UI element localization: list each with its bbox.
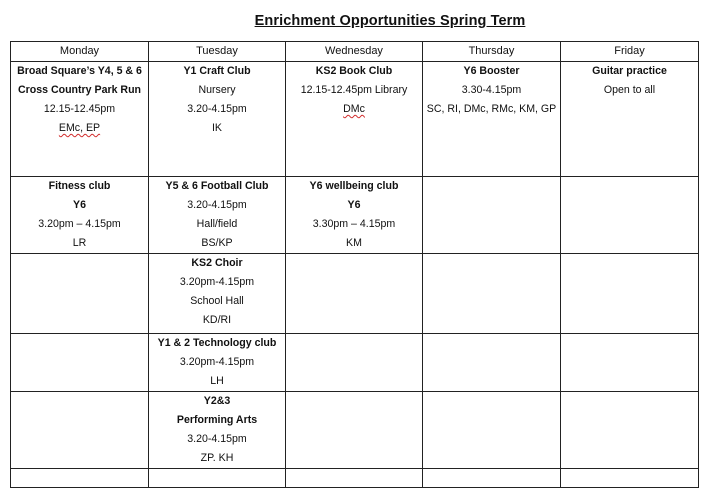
activity-title: Fitness club xyxy=(48,180,111,192)
cell-monday-cross-country xyxy=(11,62,149,177)
cell-tuesday-performing-arts xyxy=(149,392,286,469)
table-row xyxy=(11,254,699,334)
cell-wednesday-empty xyxy=(286,334,423,392)
cell-friday-empty xyxy=(561,254,699,334)
activity-time: 3.20-4.15pm xyxy=(187,103,247,115)
cell-friday-guitar xyxy=(561,62,699,177)
column-header-thursday: Thursday xyxy=(423,42,561,62)
activity-staff: KM xyxy=(346,237,362,249)
activity-staff xyxy=(286,100,422,119)
activity-time: 3.20-4.15pm xyxy=(187,199,247,211)
activity-time: 3.30-4.15pm xyxy=(461,84,522,96)
activity-group: Nursery xyxy=(198,84,236,96)
activity-title: Y6 Booster xyxy=(463,65,520,77)
activity-time: 3.20pm – 4.15pm xyxy=(38,218,121,230)
cell-monday-fitness-club xyxy=(11,177,149,254)
cell-thursday-empty xyxy=(423,469,561,488)
activity-time: 3.20pm-4.15pm xyxy=(179,276,255,288)
activity-title: Cross Country Park Run xyxy=(17,84,142,96)
cell-monday-empty xyxy=(11,334,149,392)
cell-wednesday-empty xyxy=(286,254,423,334)
cell-wednesday-book-club xyxy=(286,62,423,177)
header-row xyxy=(11,42,699,62)
cell-thursday-empty xyxy=(423,392,561,469)
cell-monday-empty xyxy=(11,469,149,488)
cell-friday-empty xyxy=(561,334,699,392)
activity-title: Y5 & 6 Football Club xyxy=(165,180,269,192)
activity-location: Hall/field xyxy=(196,218,238,230)
cell-thursday-empty xyxy=(423,254,561,334)
cell-wednesday-empty xyxy=(286,392,423,469)
column-header-tuesday: Tuesday xyxy=(149,42,286,62)
activity-time-location: 12.15-12.45pm Library xyxy=(300,84,408,96)
activity-title: Y6 wellbeing club xyxy=(309,180,399,192)
activity-title: Y1 Craft Club xyxy=(183,65,251,77)
activity-time: 3.20pm-4.15pm xyxy=(179,356,255,368)
cell-friday-empty xyxy=(561,177,699,254)
cell-wednesday-wellbeing-club xyxy=(286,177,423,254)
activity-title: KS2 Choir xyxy=(191,257,243,269)
activity-location: School Hall xyxy=(190,295,244,307)
activity-staff: SC, RI, DMc, RMc, KM, GP xyxy=(426,103,557,115)
activity-staff-text: EMc, EP xyxy=(58,122,101,134)
table-row xyxy=(11,62,699,177)
activity-staff: BS/KP xyxy=(201,237,233,249)
table-row xyxy=(11,469,699,488)
cell-monday-empty xyxy=(11,254,149,334)
enrichment-timetable xyxy=(10,41,699,488)
activity-detail: Open to all xyxy=(603,84,656,96)
column-header-friday: Friday xyxy=(561,42,699,62)
cell-tuesday-craft-club xyxy=(149,62,286,177)
column-header-wednesday: Wednesday xyxy=(286,42,423,62)
cell-tuesday-empty xyxy=(149,469,286,488)
cell-tuesday-choir xyxy=(149,254,286,334)
cell-wednesday-empty xyxy=(286,469,423,488)
activity-staff: LR xyxy=(72,237,87,249)
table-row xyxy=(11,334,699,392)
activity-time: 3.20-4.15pm xyxy=(187,433,247,445)
column-header-monday: Monday xyxy=(11,42,149,62)
cell-tuesday-technology-club xyxy=(149,334,286,392)
activity-title: Y1 & 2 Technology club xyxy=(157,337,277,349)
activity-staff-text: DMc xyxy=(343,103,365,115)
cell-thursday-empty xyxy=(423,334,561,392)
table-row xyxy=(11,177,699,254)
document-title: Enrichment Opportunities Spring Term xyxy=(254,13,526,29)
activity-staff: IK xyxy=(211,122,222,134)
cell-thursday-booster xyxy=(423,62,561,177)
cell-friday-empty xyxy=(561,392,699,469)
activity-year-group: Y6 xyxy=(347,199,361,211)
cell-thursday-empty xyxy=(423,177,561,254)
activity-staff: KD/RI xyxy=(202,314,232,326)
activity-title: Guitar practice xyxy=(592,65,667,77)
activity-title: Broad Square’s Y4, 5 & 6 xyxy=(17,65,142,77)
cell-tuesday-football-club xyxy=(149,177,286,254)
activity-time: 12.15-12.45pm xyxy=(43,103,116,115)
activity-year-group: Y2&3 xyxy=(203,395,231,407)
activity-year-group: Y6 xyxy=(73,199,86,211)
table-row xyxy=(11,392,699,469)
cell-friday-empty xyxy=(561,469,699,488)
activity-staff xyxy=(11,119,148,138)
activity-time: 3.30pm – 4.15pm xyxy=(312,218,396,230)
activity-title: Performing Arts xyxy=(176,414,258,426)
activity-staff: ZP. KH xyxy=(200,452,234,464)
cell-monday-empty xyxy=(11,392,149,469)
activity-title: KS2 Book Club xyxy=(315,65,393,77)
activity-staff: LH xyxy=(210,375,224,387)
